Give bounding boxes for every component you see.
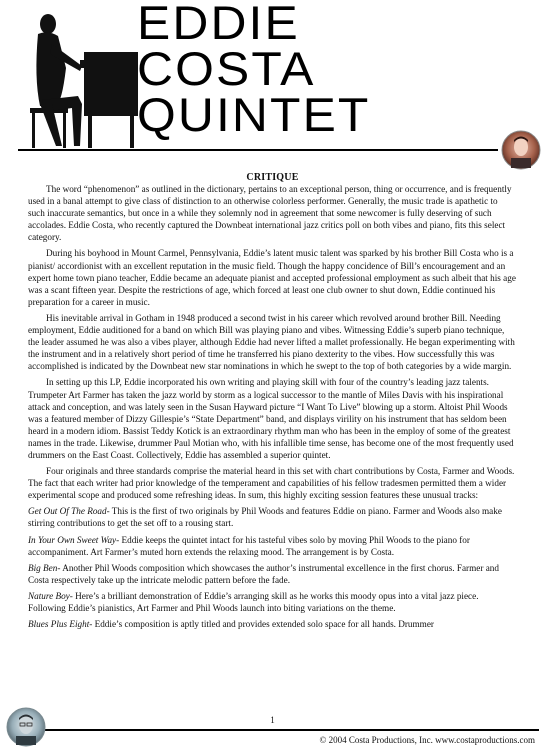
track-note	[28, 562, 516, 586]
track-title: Nature Boy	[28, 590, 70, 601]
footer-rule	[44, 729, 539, 731]
track-description: - Here’s a brilliant demonstration of Eddie’s arranging skill as he works this moody opus into a vital jazz piece. Following Eddie’s pianistics, Art Farmer and Phil Woods launch into biting variations on the theme.	[28, 590, 479, 613]
musician-portrait-image	[6, 707, 46, 747]
track-description: - Eddie’s composition is aptly titled and provides extended solo space for all hands. Drummer	[89, 619, 434, 630]
critique-text	[28, 183, 516, 634]
track-description: - Another Phil Woods composition which showcases the author’s instrumental excellence in the first chorus. Farmer and Costa respectively take up the intricate melodic pattern before the fade.	[28, 562, 499, 585]
title-line-1: EDDIE	[137, 0, 300, 49]
paragraph: The word “phenomenon” as outlined in the dictionary, pertains to an exceptional person, thing or occurrence, and is frequently used in a banal attempt to give class of distinction to an otherwise colorless performer. Generally, the music trade is apathetic to such inaccurate semantics, but once in a while they solemnly nod in agreement that some newcomer is fully deserving of such accolades. Eddie Costa, who recently captured the Downbeat international jazz critics poll on both vibes and piano, fits this select category.	[28, 184, 512, 243]
track-note	[28, 590, 516, 614]
track-title: Blues Plus Eight	[28, 619, 90, 630]
track-description: - This is the first of two originals by Phil Woods and features Eddie on piano. Farmer and Woods also make stirring contributions to get the set off to a rousing start.	[28, 506, 502, 529]
track-note	[28, 505, 516, 529]
track-note	[28, 618, 516, 630]
track-description: - Eddie keeps the quintet intact for his tasteful vibes solo by moving Phil Woods to the piano for accompaniment. Art Farmer’s muted horn extends the relaxing mood. The arrangement is by Costa.	[28, 534, 470, 557]
title-line-2: COSTA	[137, 42, 316, 95]
section-heading: CRITIQUE	[246, 172, 299, 183]
title-line-3: QUINTET	[137, 88, 371, 141]
paragraph: Four originals and three standards comprise the material heard in this set with chart contributions by Costa, Farmer and Woods. The fact that each writer had prior knowledge of the temperament and capabilities of his fellow tradesmen permitted them a wider experimental scope and produced some refreshing ideas. In sum, this highly exciting session features these unusual tracks:	[28, 466, 515, 501]
paragraph: In setting up this LP, Eddie incorporated his own writing and playing skill with four of the country’s leading jazz talents. Trumpeter Art Farmer has taken the jazz world by storm as a logical successor to the mantle of Miles Davis with his inspirational attack and conception, and was lately seen in the Susan Hayward picture “I Want To Live” blowing up a storm. Altoist Phil Woods was a featured member of Dizzy Gillespie’s “State Department” band, and displays virility on his instrument that has seldom been heard in a modern idiom. Bassist Teddy Kotick is an extraordinary rhythm man who has been in the employ of some of the greatest names in the trade. Likewise, drummer Paul Motian who, with his infallible time sense, has become one of the most frequently used drummers on the East Coast. Collectively, Eddie has assembled a superior quintet.	[28, 377, 514, 460]
header-rule	[18, 149, 498, 151]
track-title: Get Out Of The Road	[28, 506, 107, 517]
pianist-silhouette-image	[22, 4, 140, 148]
album-title	[137, 0, 371, 141]
eddie-costa-portrait-image	[501, 130, 541, 170]
track-title: Big Ben	[28, 562, 58, 573]
copyright-notice: © 2004 Costa Productions, Inc. www.costaproductions.com	[319, 735, 535, 745]
paragraph: His inevitable arrival in Gotham in 1948 produced a second twist in his career which revolved around brother Bill. Needing employment, Eddie auditioned for a band on which Bill was playing piano and vibes. Witnessing Eddie’s superb piano technique, the leader assumed he was also a vibes player, although Eddie had never lifted a mallet professionally. He began experimenting with the instrument and in a relatively short period of time he transferred his piano dexterity to the vibes. How successfully this was accomplished is indicated by the Downbeat new star nominations in which he swept to the top of both categories by a wide margin.	[28, 312, 515, 372]
track-title: In Your Own Sweet Way	[28, 534, 117, 545]
paragraph: During his boyhood in Mount Carmel, Pennsylvania, Eddie’s latent music talent was sparked by his brother Bill Costa who is a pianist/ accordionist with an excellent reputation in the music field. Though the happy concidence of Bill’s encouragement and an expert home town piano teacher, Eddie became an adequate pianist and accepted professional employment as such albeit that his age was a scant fifteen year. Despite the restrictions of age, which forced at least one club owner to shut down, Eddie continued his preparation for a career in music.	[28, 248, 516, 307]
track-note	[28, 534, 516, 558]
page-number: 1	[270, 715, 275, 725]
